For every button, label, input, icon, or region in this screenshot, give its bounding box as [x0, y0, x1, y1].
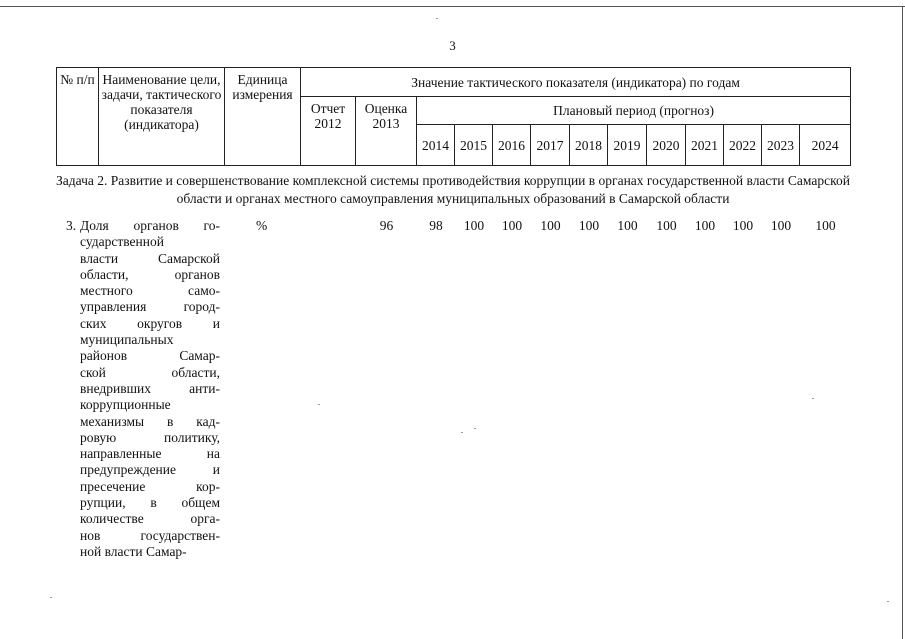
row-year-value: 100 — [770, 218, 792, 233]
row-year-value: 100 — [656, 218, 677, 233]
header-num: № п/п — [57, 68, 99, 166]
row-name-line: коррупционные — [80, 397, 171, 413]
header-name: Наименование цели, задачи, тактического показателя (индикатора) — [99, 68, 225, 166]
scan-speck — [474, 428, 476, 429]
row-estimate-value: 96 — [379, 218, 394, 233]
row-name-line: механизмы в кад- — [80, 413, 220, 429]
row-year-value: 100 — [463, 218, 485, 233]
header-year: 2019 — [608, 125, 647, 166]
row-name-line: внедривших анти- — [80, 380, 220, 396]
header-plan-period: Плановый период (прогноз) — [417, 97, 851, 125]
header-year: 2021 — [686, 125, 724, 166]
row-indicator-name — [80, 218, 220, 560]
row-name-line: районов Самар- — [80, 348, 220, 364]
scan-speck — [318, 404, 320, 405]
header-year: 2022 — [724, 125, 762, 166]
scan-speck — [50, 597, 52, 598]
row-name-line: управления город- — [80, 299, 220, 315]
row-name-line: Доля органов го- — [80, 218, 220, 233]
row-year-value: 100 — [501, 218, 523, 233]
header-year: 2014 — [417, 125, 455, 166]
scan-speck — [436, 18, 438, 19]
row-number: 3. — [66, 218, 77, 233]
row-name-line: ровую политику, — [80, 429, 220, 445]
row-name-line: области, органов — [80, 266, 220, 282]
row-year-value: 100 — [617, 218, 638, 233]
row-name-line: предупреждение и — [80, 462, 220, 478]
row-name-line: ских округов и — [80, 315, 220, 331]
header-year: 2015 — [455, 125, 493, 166]
row-name-line: ской области, — [80, 364, 220, 380]
row-name-line: ной власти Самар- — [80, 543, 187, 559]
row-name-line: сударственной — [80, 234, 164, 250]
header-year: 2018 — [570, 125, 608, 166]
header-estimate: Оценка 2013 — [356, 97, 417, 166]
scan-speck — [461, 432, 463, 433]
scan-speck — [887, 601, 889, 602]
row-name-line: власти Самарской — [80, 250, 220, 266]
scan-speck — [812, 398, 814, 399]
page-top-border — [0, 6, 905, 7]
header-year: 2016 — [493, 125, 531, 166]
row-name-line: рупции, в общем — [80, 495, 220, 511]
header-values-title: Значение тактического показателя (индикатора) по годам — [301, 68, 851, 97]
header-year: 2020 — [647, 125, 686, 166]
row-name-line: нов государствен- — [80, 527, 220, 543]
row-year-value: 100 — [578, 218, 600, 233]
header-unit: Единица измерения — [225, 68, 301, 166]
row-year-value: 100 — [540, 218, 561, 233]
header-year: 2023 — [762, 125, 800, 166]
row-year-value: 98 — [429, 218, 443, 233]
row-name-line: пресечение кор- — [80, 478, 220, 494]
page-number: 3 — [449, 38, 456, 53]
task-heading: Задача 2. Развитие и совершенствование комплексной системы противодействия коррупции в органах государственной власти Самарской области и органах местного самоуправления муниципальных образований в Самарской области — [56, 173, 850, 206]
row-year-value: 100 — [815, 218, 836, 233]
row-name-line: местного само- — [80, 283, 220, 299]
row-name-line: направленные на — [80, 446, 220, 462]
row-year-value: 100 — [732, 218, 754, 233]
header-year: 2024 — [800, 125, 851, 166]
row-unit: % — [256, 218, 268, 233]
row-year-value: 100 — [694, 218, 716, 233]
indicator-table-header — [56, 67, 851, 166]
page-right-border — [902, 6, 903, 639]
header-report: Отчет 2012 — [301, 97, 356, 166]
row-name-line: муниципальных — [80, 332, 174, 348]
row-name-line: количестве орга- — [80, 511, 220, 527]
header-year: 2017 — [531, 125, 570, 166]
